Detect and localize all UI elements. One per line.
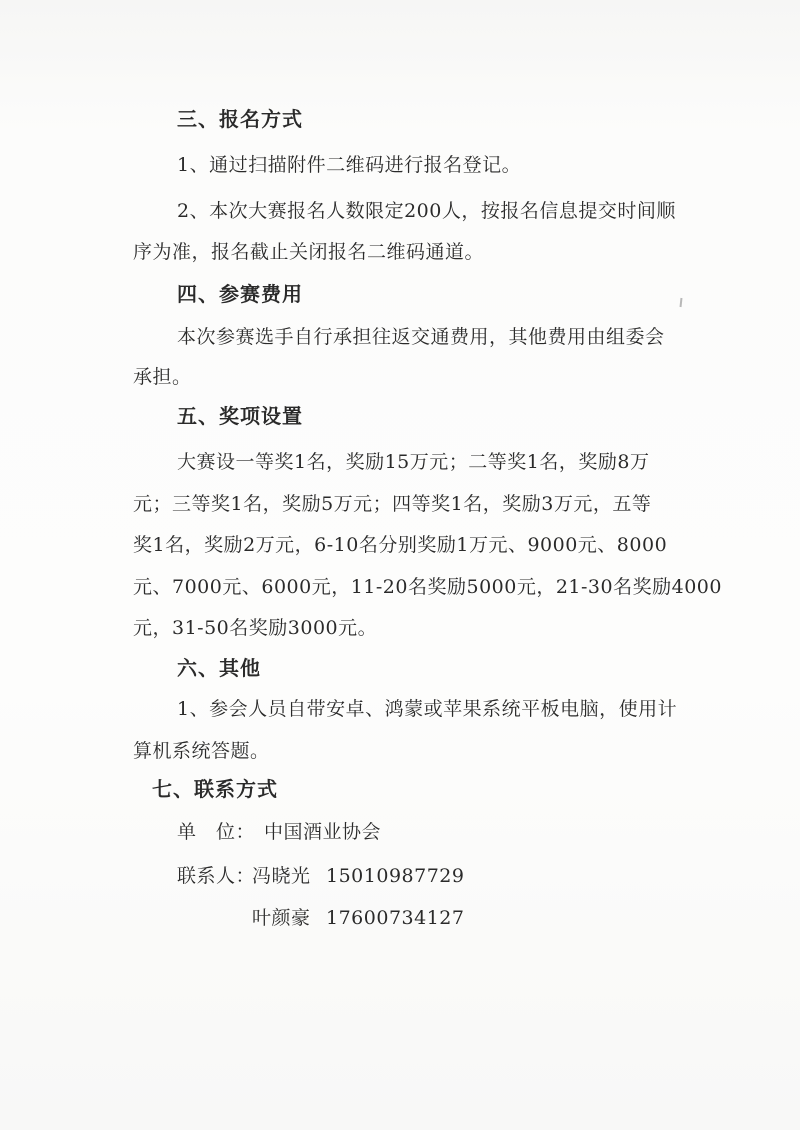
contact-person-label: 联系人： — [177, 865, 256, 887]
registration-item-2-line-2: 序为准，报名截止关闭报名二维码通道。 — [133, 241, 485, 263]
contact-person-1-name: 冯晓光 — [252, 865, 311, 887]
awards-line-5: 元，31-50名奖励3000元。 — [133, 617, 378, 639]
registration-item-1: 1、通过扫描附件二维码进行报名登记。 — [177, 154, 522, 176]
heading-awards: 五、奖项设置 — [177, 404, 303, 428]
contact-person-1-phone: 15010987729 — [326, 865, 465, 887]
awards-line-4: 元、7000元、6000元，11-20名奖励5000元，21-30名奖励4000 — [133, 576, 722, 598]
heading-other: 六、其他 — [177, 656, 261, 680]
contact-unit-value: 中国酒业协会 — [264, 821, 382, 843]
heading-contact: 七、联系方式 — [152, 777, 278, 801]
contact-unit-label: 单 位： — [177, 821, 256, 843]
contact-person-2-name: 叶颜豪 — [252, 907, 311, 929]
awards-line-2: 元；三等奖1名，奖励5万元；四等奖1名，奖励3万元，五等 — [133, 493, 652, 515]
heading-registration: 三、报名方式 — [177, 107, 303, 131]
scan-speck — [680, 298, 683, 307]
fees-line-1: 本次参赛选手自行承担往返交通费用，其他费用由组委会 — [177, 326, 665, 348]
registration-item-2-line-1: 2、本次大赛报名人数限定200人，按报名信息提交时间顺 — [177, 200, 676, 222]
heading-fees: 四、参赛费用 — [177, 282, 303, 306]
awards-line-1: 大赛设一等奖1名，奖励15万元；二等奖1名，奖励8万 — [177, 451, 650, 473]
other-line-2: 算机系统答题。 — [133, 740, 270, 762]
fees-line-2: 承担。 — [133, 366, 192, 388]
awards-line-3: 奖1名，奖励2万元，6-10名分别奖励1万元、9000元、8000 — [133, 534, 668, 556]
other-line-1: 1、参会人员自带安卓、鸿蒙或苹果系统平板电脑，使用计 — [177, 698, 678, 720]
contact-person-2-phone: 17600734127 — [326, 907, 465, 929]
